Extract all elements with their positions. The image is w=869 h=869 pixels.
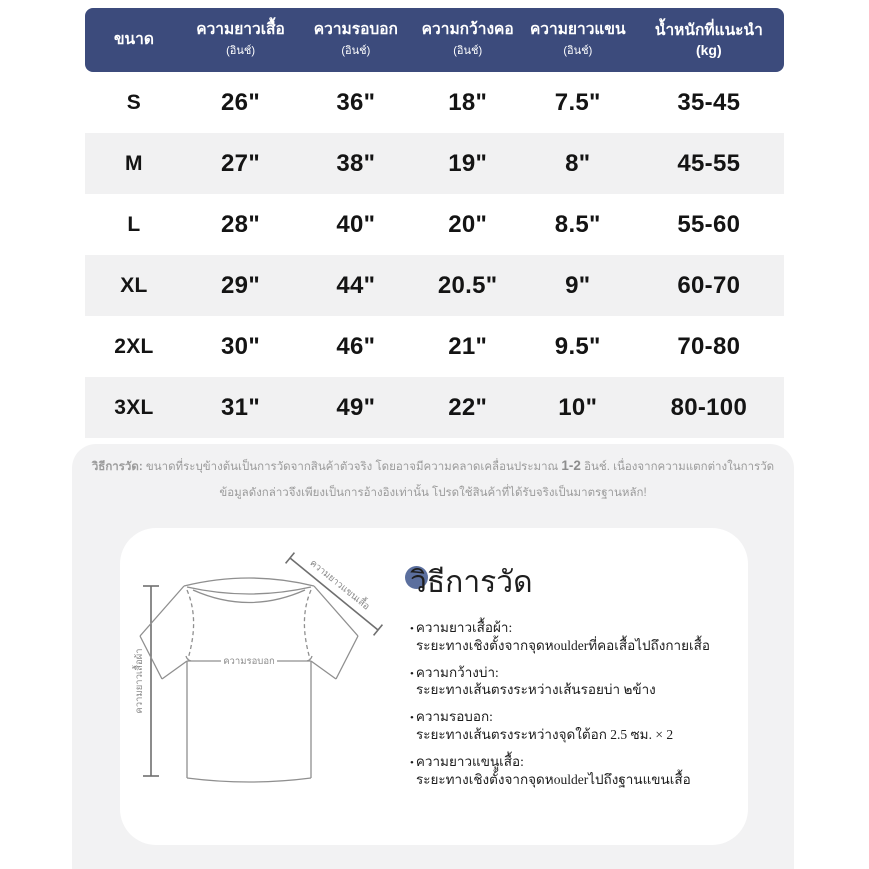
cell-length: 27" <box>221 149 261 177</box>
header-label: ความยาวแขน <box>529 20 626 38</box>
cell-neck: 18" <box>448 88 488 116</box>
table-row-m <box>85 133 784 194</box>
cell-size: L <box>127 212 141 236</box>
bullet-sleeve-length <box>410 753 740 789</box>
cell-sleeve: 8" <box>565 149 591 177</box>
table-row-3xl <box>85 377 784 438</box>
guide-title-text: วิธีการวัด <box>410 566 533 599</box>
header-col-neck <box>414 8 522 72</box>
header-sub: (อินช์) <box>453 45 483 58</box>
cell-chest: 36" <box>336 88 376 116</box>
bullet-label: • ความกว้างบ่า: <box>410 665 499 680</box>
cell-weight: 80-100 <box>670 393 748 421</box>
size-table-header <box>85 8 784 72</box>
size-table <box>85 8 784 438</box>
note-prefix: วิธีการวัด: <box>91 461 143 473</box>
bullet-desc: ระยะทางเชิงตั้งจากจุดหoulderที่คอเสื้อไปถึงกายเสื้อ <box>416 637 710 653</box>
header-label: น้ำหนักที่แนะนำ <box>654 21 763 39</box>
cell-size: S <box>126 90 142 114</box>
bullet-chest <box>410 708 740 744</box>
cell-chest: 40" <box>336 210 376 238</box>
header-label: ความกว้างคอ <box>421 20 514 38</box>
cell-weight: 35-45 <box>677 88 741 116</box>
cell-weight: 45-55 <box>677 149 741 177</box>
header-sub: (อินช์) <box>226 45 255 58</box>
header-sub: (อินช์) <box>563 45 593 58</box>
bullet-label: • ความยาวเสื้อผ้า: <box>410 620 512 635</box>
cell-length: 31" <box>221 393 261 421</box>
cell-length: 26" <box>221 88 261 116</box>
cell-neck: 20.5" <box>437 271 498 299</box>
cell-size: 3XL <box>114 395 154 419</box>
note-line-2: ข้อมูลดังกล่าวจึงเพียงเป็นการอ้างอิงเท่านั้น โปรดใช้สินค้าที่ได้รับจริงเป็นมาตรฐานหลัก! <box>219 487 647 499</box>
length-measure-line <box>132 586 159 776</box>
sleeve-measure-line <box>286 553 383 636</box>
bullet-shoulder-width <box>410 664 740 700</box>
cell-sleeve: 9" <box>565 271 591 299</box>
header-col-weight <box>634 8 784 72</box>
header-label: ความรอบอก <box>313 20 398 38</box>
header-col-size <box>85 8 183 72</box>
header-sub: (อินช์) <box>341 45 371 58</box>
header-label: ความยาวเสื้อ <box>196 20 285 38</box>
cell-neck: 19" <box>448 149 488 177</box>
cell-length: 29" <box>221 271 261 299</box>
cell-chest: 44" <box>336 271 376 299</box>
header-sub: (kg) <box>695 42 722 59</box>
cell-length: 30" <box>221 332 261 360</box>
cell-weight: 70-80 <box>677 332 741 360</box>
cell-weight: 55-60 <box>677 210 741 238</box>
tshirt-outline <box>140 578 358 782</box>
table-row-l <box>85 194 784 255</box>
cell-neck: 20" <box>448 210 488 238</box>
cell-neck: 22" <box>448 393 488 421</box>
cell-chest: 46" <box>336 332 376 360</box>
bullet-label: • ความรอบอก: <box>410 709 493 724</box>
measure-instructions <box>410 566 740 798</box>
cell-size: M <box>125 151 143 175</box>
note-line-1 <box>72 453 794 480</box>
sleeve-measure-label: ความยาวแขนเสื้อ <box>307 557 372 613</box>
note-text: ขนาดที่ระบุข้างต้นเป็นการวัดจากสินค้าตัวจริง โดยอาจมีความคลาดเคลื่อนประมาณ <box>142 461 562 473</box>
cell-neck: 21" <box>448 332 488 360</box>
header-col-length <box>183 8 298 72</box>
tshirt-measurement-diagram <box>126 538 426 828</box>
length-measure-label: ความยาวเสื้อผ้า <box>134 648 145 714</box>
cell-chest: 38" <box>336 149 376 177</box>
note-text: อินช์. เนื่องจากความแตกต่างในการวัด <box>580 461 775 473</box>
table-row-xl <box>85 255 784 316</box>
chest-measure-line <box>186 656 312 667</box>
table-row-s <box>85 72 784 133</box>
bullet-desc: ระยะทางเชิงตั้งจากจุดหoulderไปถึงฐานแขนเสื้อ <box>416 771 691 787</box>
cell-sleeve: 10" <box>558 393 598 421</box>
bullet-desc: ระยะทางเส้นตรงระหว่างจุดใต้อก 2.5 ซม. × 2 <box>416 727 674 743</box>
cell-chest: 49" <box>336 393 376 421</box>
cell-sleeve: 9.5" <box>554 332 601 360</box>
cell-size: 2XL <box>114 334 154 358</box>
cell-size: XL <box>120 273 148 297</box>
guide-title <box>410 566 740 599</box>
bullet-desc: ระยะทางเส้นตรงระหว่างเส้นรอยบ่า ๒ข้าง <box>416 682 656 698</box>
cell-sleeve: 8.5" <box>554 210 601 238</box>
header-label: ขนาด <box>113 30 154 48</box>
cell-length: 28" <box>221 210 261 238</box>
cell-sleeve: 7.5" <box>554 88 601 116</box>
header-col-chest <box>298 8 413 72</box>
chest-measure-label: ความรอบอก <box>223 656 275 667</box>
disclaimer-note <box>72 444 794 506</box>
how-to-measure-card <box>120 528 748 845</box>
table-row-2xl <box>85 316 784 377</box>
bullet-label: • ความยาวแขนูเสื้อ: <box>410 754 524 769</box>
bullet-shirt-length <box>410 619 740 655</box>
header-col-sleeve <box>522 8 634 72</box>
note-range: 1-2 <box>561 458 581 473</box>
cell-weight: 60-70 <box>677 271 741 299</box>
